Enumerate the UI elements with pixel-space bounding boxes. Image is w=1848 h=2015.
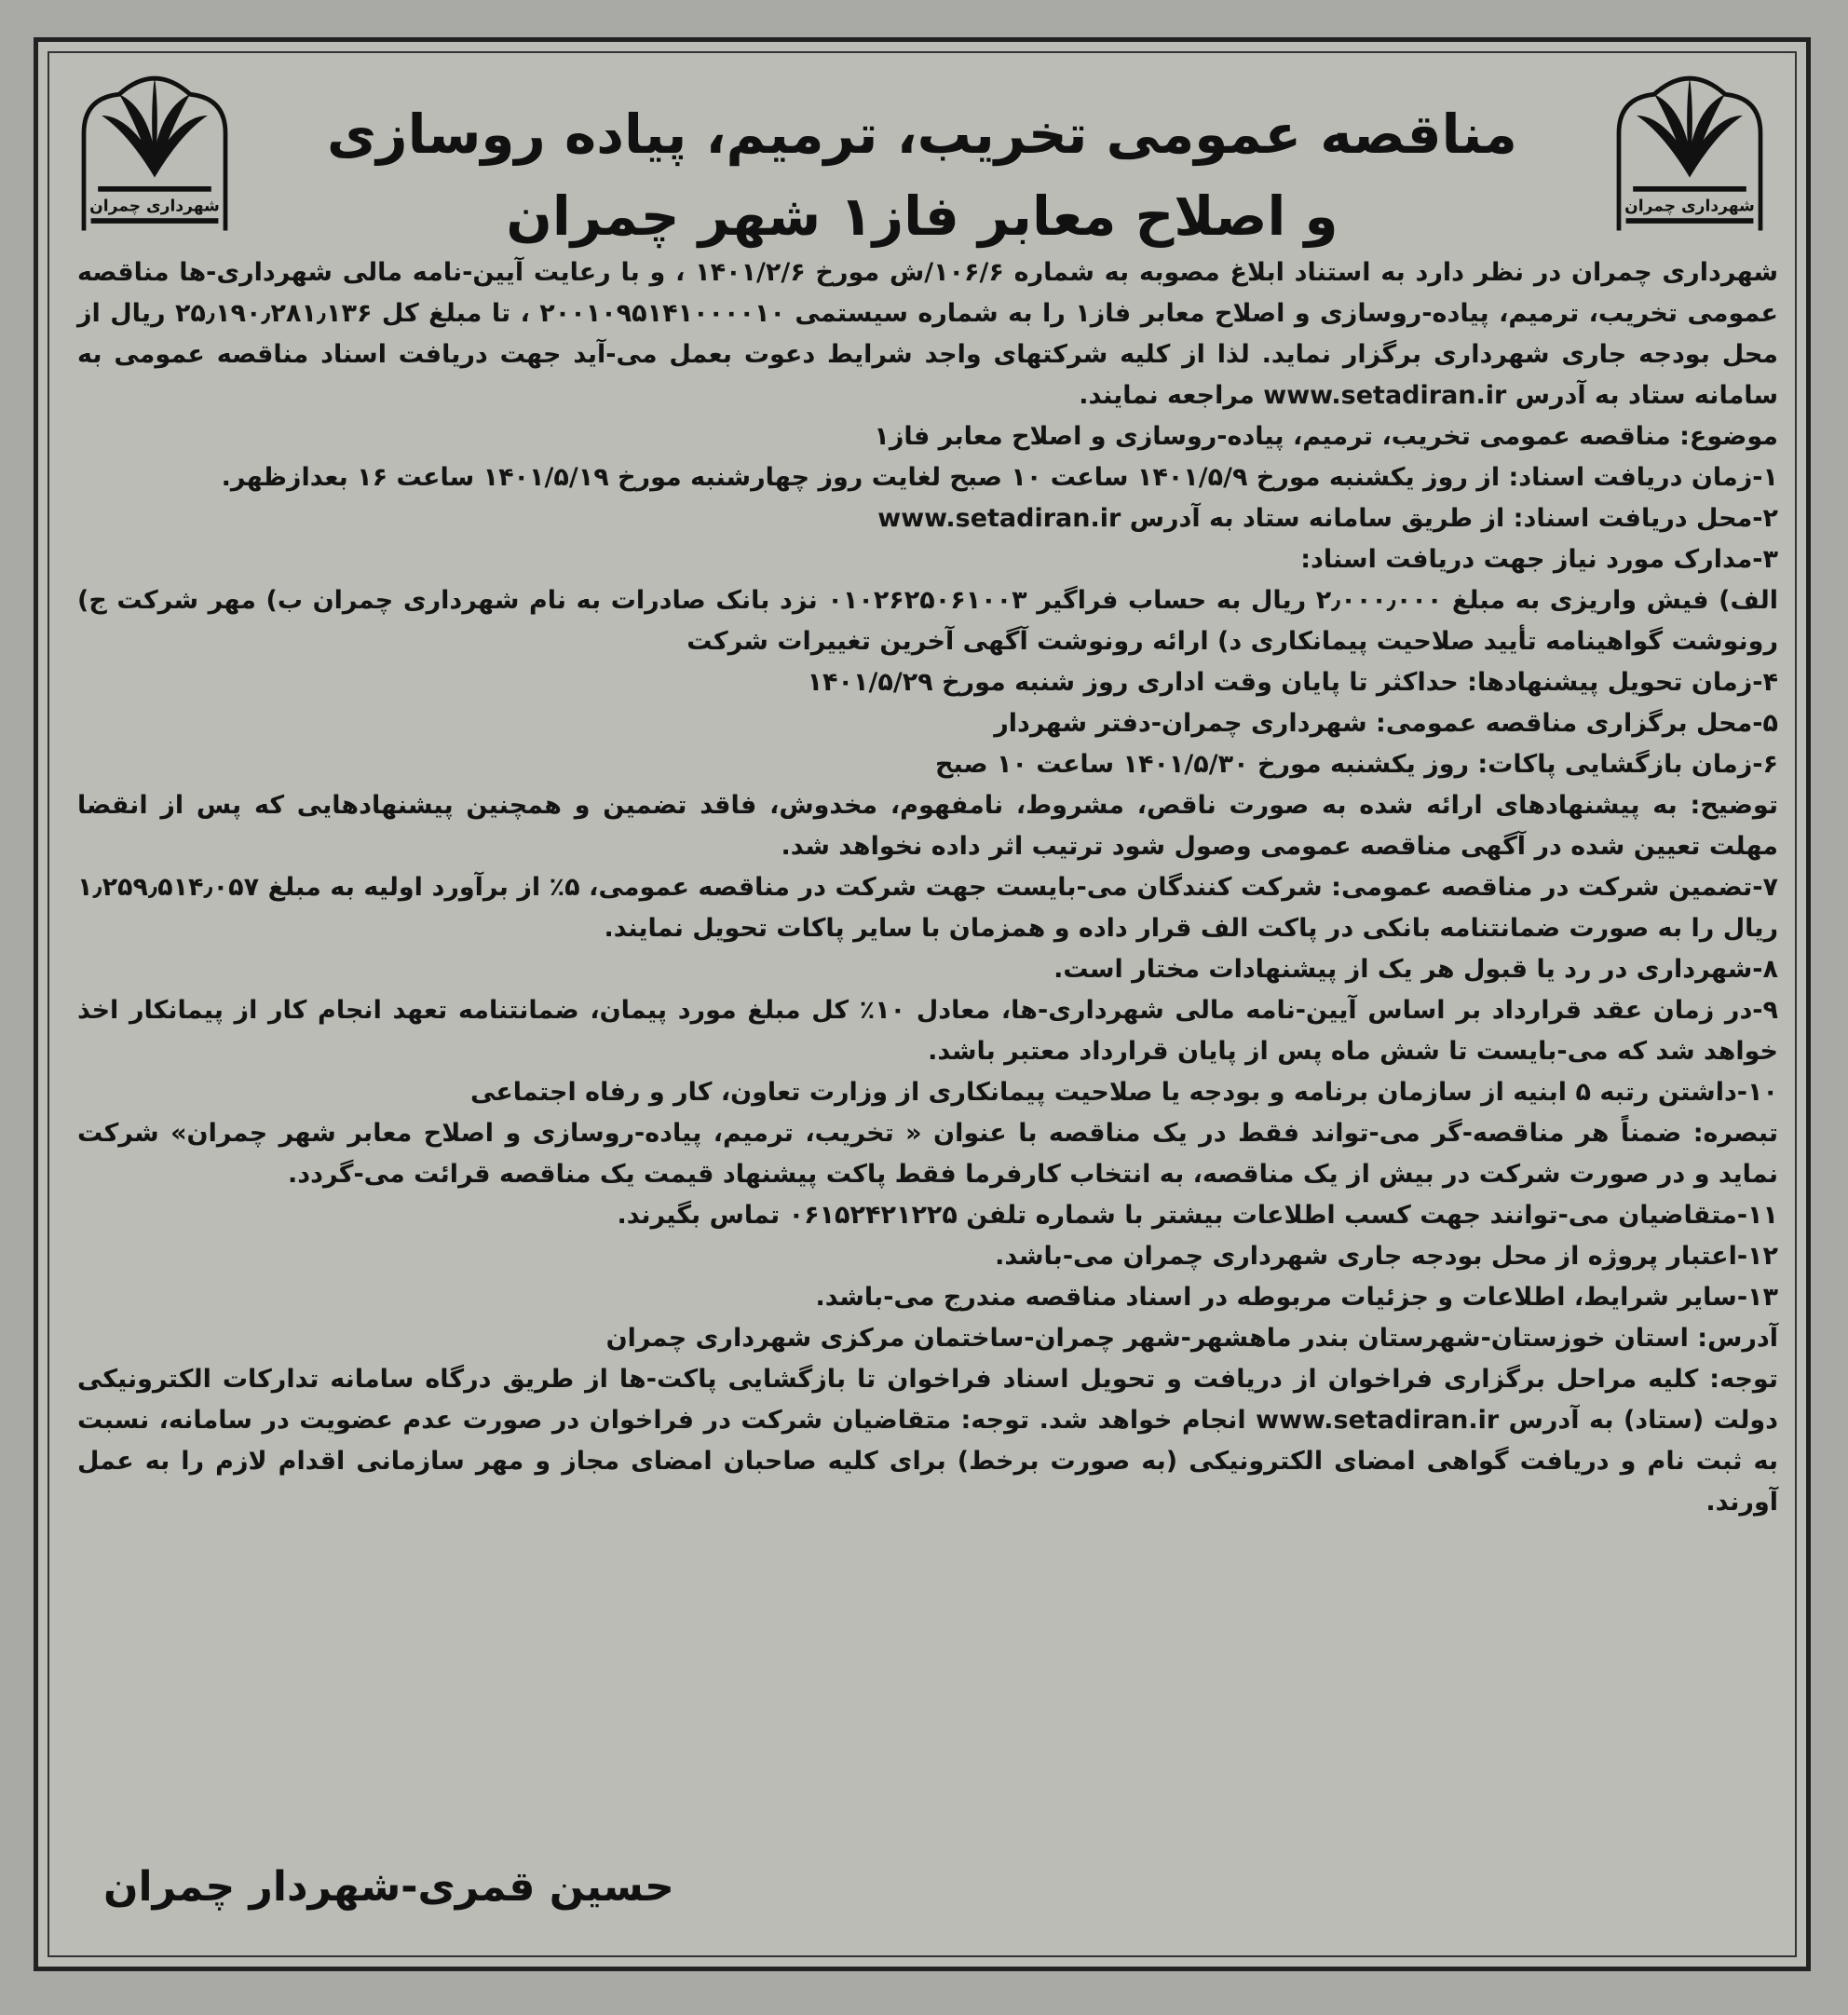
title-line-2: و اصلاح معابر فاز۱ شهر چمران <box>506 184 1338 248</box>
item-11: ۱۱-متقاضیان می-توانند جهت کسب اطلاعات بیشتر با شماره تلفن ۰۶۱۵۲۴۲۱۲۲۵ تماس بگیرند. <box>617 1201 1778 1230</box>
item-3-details: الف) فیش واریزی به مبلغ ۲٫۰۰۰٫۰۰۰ ریال به حساب فراگیر ۰۱۰۲۶۲۵۰۶۱۰۰۳ نزد بانک صادرات به نام شهرداری چمران ب) مهر شرکت ج) رونوشت گواهینامه تأیید صلاحیت پیمانکاری د) ارائه رونوشت آگهی آخرین تغییرات شرکت <box>77 586 1779 656</box>
notice-body <box>77 252 1778 1523</box>
item-5: ۵-محل برگزاری مناقصه عمومی: شهرداری چمران-دفتر شهردار <box>994 709 1778 738</box>
municipality-logo-left <box>66 62 243 239</box>
attention-paragraph: توجه: کلیه مراحل برگزاری فراخوان از دریافت و تحویل اسناد فراخوان تا بازگشایی پاکت-ها از طریق درگاه سامانه تدارکات الکترونیکی دولت (ستاد) به آدرس www.setadiran.ir انجام خواهد شد. توجه: متقاضیان شرکت در فراخوان در صورت عدم عضویت در سامانه، نسبت به ثبت نام و دریافت گواهی امضای الکترونیکی (به صورت برخط) برای کلیه صاحبان امضای مجاز و مهر سازمانی اقدام لازم را به عمل آورند. <box>77 1365 1779 1517</box>
notice-frame <box>34 37 1811 1971</box>
item-8: ۸-شهرداری در رد یا قبول هر یک از پیشنهادات مختار است. <box>1053 955 1778 984</box>
note-clause: تبصره: ضمناً هر مناقصه-گر می-تواند فقط در یک مناقصه با عنوان « تخریب، ترمیم، پیاده-روسازی و اصلاح معابر شهر چمران» شرکت نماید و در صورت شرکت در بیش از یک مناقصه، به انتخاب کارفرما فقط پاکت پیشنهاد قیمت یک مناقصه قرائت می-گردد. <box>77 1119 1778 1189</box>
logo-left-text: شهرداری چمران <box>89 197 220 216</box>
item-12: ۱۲-اعتبار پروژه از محل بودجه جاری شهرداری چمران می-باشد. <box>995 1242 1778 1271</box>
item-3: ۳-مدارک مورد نیاز جهت دریافت اسناد: <box>1300 545 1778 574</box>
item-9: ۹-در زمان عقد قرارداد بر اساس آیین-نامه مالی شهرداری-ها، معادل ۱۰٪ کل مبلغ مورد پیمان، ضمانتنامه تعهد انجام کار از پیمانکار اخذ خواهد شد که می-بایست تا شش ماه پس از پایان قرارداد معتبر باشد. <box>77 996 1779 1066</box>
signature: حسین قمری-شهردار چمران <box>103 1863 674 1911</box>
item-2: ۲-محل دریافت اسناد: از طریق سامانه ستاد به آدرس www.setadiran.ir <box>877 504 1778 533</box>
logo-right-text: شهرداری چمران <box>1624 197 1755 216</box>
item-13: ۱۳-سایر شرایط، اطلاعات و جزئیات مربوطه در اسناد مناقصه مندرج می-باشد. <box>815 1283 1778 1312</box>
address-line: آدرس: استان خوزستان-شهرستان بندر ماهشهر-شهر چمران-ساختمان مرکزی شهرداری چمران <box>605 1324 1778 1353</box>
intro-paragraph: شهرداری چمران در نظر دارد به استناد ابلاغ مصوبه به شماره ۱۰۶/۶/ش مورخ ۱۴۰۱/۲/۶ ، و با رعایت آیین-نامه مالی شهرداری-ها مناقصه عمومی تخریب، ترمیم، پیاده-روسازی و اصلاح معابر فاز۱ را به شماره سیستمی ۲۰۰۱۰۹۵۱۴۱۰۰۰۰۱۰ ، تا مبلغ کل ۲۵٫۱۹۰٫۲۸۱٫۱۳۶ ریال از محل بودجه جاری شهرداری برگزار نماید. لذا از کلیه شرکتهای واجد شرایط دعوت بعمل می-آید جهت دریافت اسناد مناقصه عمومی به سامانه ستاد به آدرس www.setadiran.ir مراجعه نمایند. <box>77 258 1778 410</box>
item-6: ۶-زمان بازگشایی پاکات: روز یکشنبه مورخ ۱۴۰۱/۵/۳۰ ساعت ۱۰ صبح <box>935 750 1778 779</box>
notice-title <box>299 93 1545 257</box>
item-7: ۷-تضمین شرکت در مناقصه عمومی: شرکت کنندگان می-بایست جهت شرکت در مناقصه عمومی، ۵٪ از برآورد اولیه به مبلغ ۱٫۲۵۹٫۵۱۴٫۰۵۷ ریال را به صورت ضمانتنامه بانکی در پاکت الف قرار داده و همزمان با سایر پاکات تحویل نمایند. <box>77 873 1778 943</box>
title-line-1: مناقصه عمومی تخریب، ترمیم، پیاده روسازی <box>327 102 1517 166</box>
municipality-logo-right <box>1601 62 1778 239</box>
item-1: ۱-زمان دریافت اسناد: از روز یکشنبه مورخ ۱۴۰۱/۵/۹ ساعت ۱۰ صبح لغایت روز چهارشنبه مورخ ۱۴۰۱/۵/۱۹ ساعت ۱۶ بعدازظهر. <box>221 463 1778 492</box>
item-4: ۴-زمان تحویل پیشنهادها: حداکثر تا پایان وقت اداری روز شنبه مورخ ۱۴۰۱/۵/۲۹ <box>807 668 1778 697</box>
subject-line: موضوع: مناقصه عمومی تخریب، ترمیم، پیاده-روسازی و اصلاح معابر فاز۱ <box>874 422 1778 451</box>
item-10: ۱۰-داشتن رتبه ۵ ابنیه از سازمان برنامه و بودجه یا صلاحیت پیمانکاری از وزارت تعاون، کار و رفاه اجتماعی <box>470 1078 1778 1107</box>
explanation: توضیح: به پیشنهادهای ارائه شده به صورت ناقص، مشروط، نامفهوم، مخدوش، فاقد تضمین و همچنین پیشنهادهایی که پس از انقضا مهلت تعیین شده در آگهی مناقصه عمومی وصول شود ترتیب اثر داده نخواهد شد. <box>77 791 1778 861</box>
